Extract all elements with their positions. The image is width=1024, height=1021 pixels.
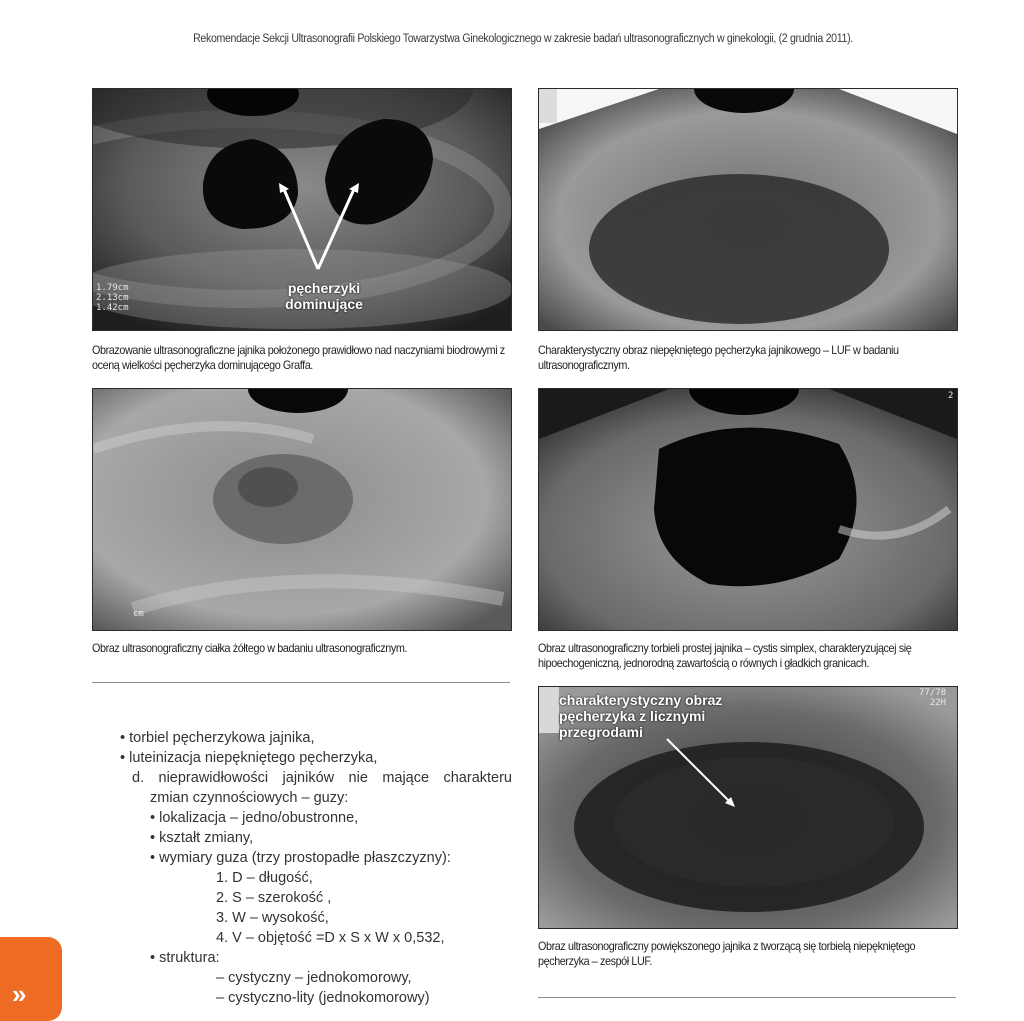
list-item: – cystyczno-lity (jednokomorowy) [216, 990, 430, 1006]
figure-caption: Charakterystyczny obraz niepękniętego pęcherzyka jajnikowego – LUF w badaniu ultrasonograficznym. [538, 343, 899, 372]
frame-label-line: 77/78 [919, 688, 947, 698]
list-item: 1. D – długość, [216, 870, 313, 886]
overlay-line: przegrodami [559, 724, 644, 740]
frame-label-line: 22H [929, 698, 947, 708]
list-item: 2. S – szerokość , [216, 890, 332, 906]
figure-overlay-label [559, 692, 759, 740]
overlay-line: charakterystyczny obraz [559, 692, 723, 708]
measurement-value: 1.79cm [96, 283, 129, 293]
ultrasound-image-luf [538, 88, 958, 331]
list-item: • wymiary guza (trzy prostopadłe płaszczyzny): [150, 850, 451, 866]
frame-label [919, 688, 946, 708]
measurement-value: 1.42cm [96, 303, 129, 313]
frame-label: 2 [948, 391, 954, 401]
list-item: zmian czynnościowych – guzy: [150, 790, 349, 806]
ultrasound-image-enlarged-ovary-luf [538, 686, 958, 929]
figure-caption: Obraz ultrasonograficzny powiększonego jajnika z tworzącą się torbielą niepękniętego pęcherzyka – zespół LUF. [538, 939, 916, 968]
section-divider [92, 682, 510, 683]
figure-caption: Obraz ultrasonograficzny ciałka żółtego w badaniu ultrasonograficznym. [92, 641, 408, 655]
tumor-assessment-list [120, 728, 512, 1008]
list-item: • struktura: [150, 950, 220, 966]
list-item: 4. V – objętość =D x S x W x 0,532, [216, 930, 445, 946]
list-item: • torbiel pęcherzykowa jajnika, [120, 730, 315, 746]
list-item: • kształt zmiany, [150, 830, 254, 846]
measurement-readout [96, 283, 129, 313]
figure-caption: Obrazowanie ultrasonograficzne jajnika położonego prawidłowo nad naczyniami biodrowymi z oceną wielkości pęcherzyka dominującego Graffa. [92, 343, 505, 372]
scale-label: cm [133, 609, 144, 619]
list-item: 3. W – wysokość, [216, 910, 329, 926]
overlay-line: dominujące [285, 296, 363, 312]
figure-caption: Obraz ultrasonograficzny torbieli prostej jajnika – cystis simplex, charakteryzującej się hipoechogeniczną, jednorodną zawartością o równych i gładkich granicach. [538, 641, 912, 670]
page-header: Rekomendacje Sekcji Ultrasonografii Polskiego Towarzystwa Ginekologicznego w zakresie badań ultrasonograficznych w ginekologii, (2 grudnia 2011). [193, 33, 853, 45]
ultrasound-image-simple-cyst [538, 388, 958, 631]
section-divider [538, 997, 956, 998]
ultrasound-image-dominant-follicles [92, 88, 512, 331]
overlay-line: pęcherzyki [287, 280, 361, 296]
list-item: • luteinizacja niepękniętego pęcherzyka, [120, 750, 378, 766]
measurement-value: 2.13cm [96, 293, 129, 303]
ultrasound-image-corpus-luteum [92, 388, 512, 631]
figure-overlay-label [279, 280, 369, 312]
double-chevron-icon: » [12, 979, 27, 1009]
overlay-line: pęcherzyka z licznymi [559, 708, 706, 724]
list-item: – cystyczny – jednokomorowy, [216, 970, 412, 986]
next-page-tab[interactable] [0, 937, 62, 1021]
list-item: d. nieprawidłowości jajników nie mające charakteru [132, 770, 512, 786]
list-item: • lokalizacja – jedno/obustronne, [150, 810, 359, 826]
